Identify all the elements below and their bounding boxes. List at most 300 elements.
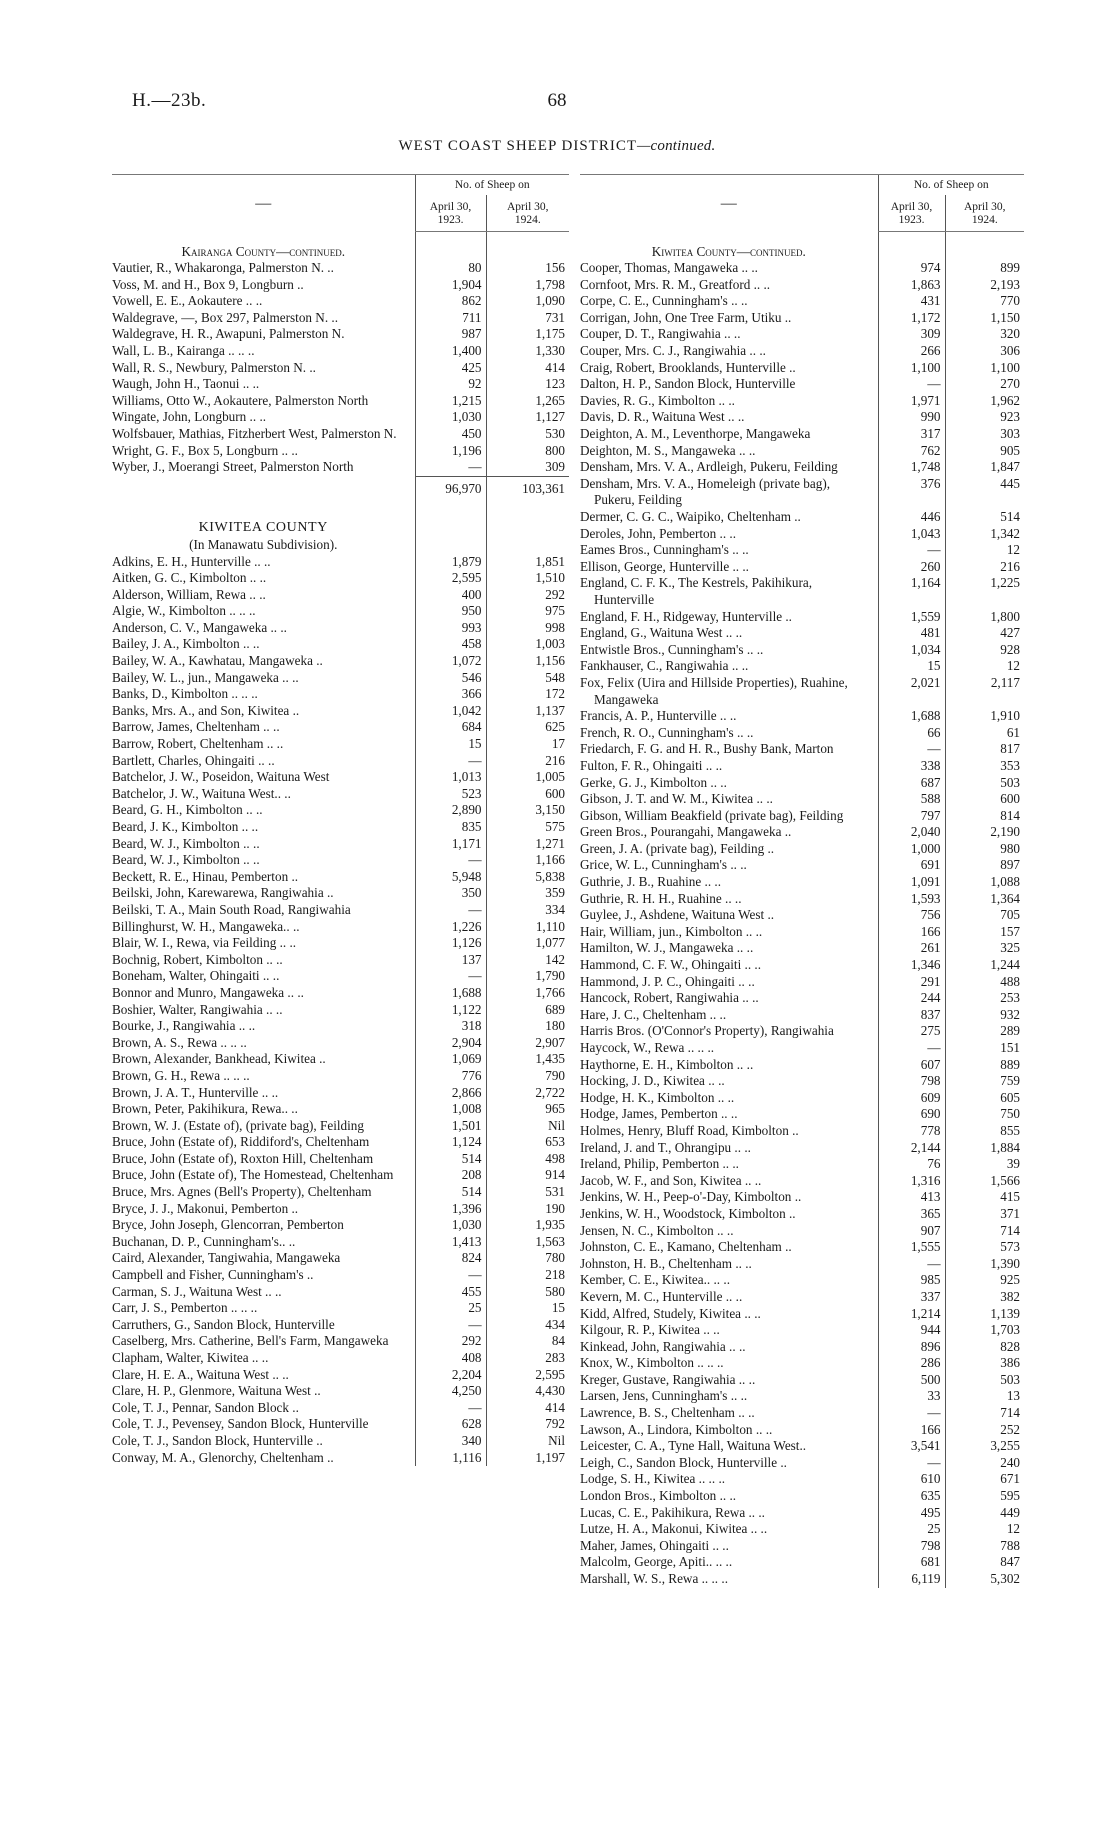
sheep-1923: 309 [878, 326, 945, 343]
section-gap [112, 498, 569, 520]
sheep-1923: 1,748 [878, 459, 945, 476]
owner-name: Ireland, J. and T., Ohrangipu .. .. [580, 1139, 751, 1155]
sheep-1924: 975 [486, 603, 569, 620]
sheep-1924: Nil [486, 1118, 569, 1135]
sheep-1923: — [415, 459, 486, 476]
sheep-1924: 531 [486, 1184, 569, 1201]
sheep-1924: 600 [486, 786, 569, 803]
owner-name: Caselberg, Mrs. Catherine, Bell's Farm, Mangaweka [112, 1333, 389, 1349]
sheep-1923: — [878, 376, 945, 393]
sheep-1923: — [415, 852, 486, 869]
owner-name: Clare, H. P., Glenmore, Waituna West .. [112, 1383, 321, 1399]
owner-name: Kinkead, John, Rangiwahia .. .. [580, 1338, 746, 1354]
owner-name: Wall, R. S., Newbury, Palmerston N. .. [112, 359, 316, 375]
sheep-1923: 985 [878, 1272, 945, 1289]
table-row [112, 376, 569, 393]
owner-name: Blair, W. I., Rewa, via Feilding .. .. [112, 935, 297, 951]
table-row [580, 1173, 1024, 1190]
sheep-1924: 714 [945, 1405, 1024, 1422]
owner-name: Guthrie, J. B., Ruahine .. .. [580, 874, 722, 890]
sheep-1923: 628 [415, 1416, 486, 1433]
section-title-kairanga-row [112, 232, 569, 261]
owner-name: Campbell and Fisher, Cunningham's .. [112, 1267, 314, 1283]
sheep-1924: 899 [945, 260, 1024, 277]
owner-name: Banks, Mrs. A., and Son, Kiwitea .. [112, 702, 300, 718]
table-row [580, 1040, 1024, 1057]
table-row [112, 968, 569, 985]
table-row [580, 409, 1024, 426]
owner-name: Clapham, Walter, Kiwitea .. .. [112, 1350, 269, 1365]
owner-name: Bailey, W. A., Kawhatau, Mangaweka .. [112, 653, 323, 669]
spacer-cell [486, 520, 569, 537]
table-row [112, 277, 569, 294]
sheep-1923: 1,069 [415, 1051, 486, 1068]
owner-name: Knox, W., Kimbolton .. .. .. [580, 1355, 724, 1371]
sheep-1924: 190 [486, 1201, 569, 1218]
sheep-1924: 157 [945, 924, 1024, 941]
sheep-1923: 4,250 [415, 1383, 486, 1400]
spacer-cell [415, 232, 486, 261]
sheep-1924: 1,884 [945, 1140, 1024, 1157]
table-row [580, 1488, 1024, 1505]
sheep-1923: 610 [878, 1471, 945, 1488]
sheep-1924: 828 [945, 1339, 1024, 1356]
owner-name: Deroles, John, Pemberton .. .. [580, 525, 737, 541]
sheep-1923: 338 [878, 758, 945, 775]
table-row [112, 885, 569, 902]
sheep-1923: 1,030 [415, 1217, 486, 1234]
sheep-1924: 965 [486, 1101, 569, 1118]
owner-name: Haycock, W., Rewa .. .. .. [580, 1040, 715, 1055]
table-row [580, 1505, 1024, 1522]
year-1924-header: April 30, 1924. [486, 195, 569, 232]
owner-name: England, C. F. K., The Kestrels, Pakihikura, Hunterville [580, 575, 813, 607]
sheep-1923: 974 [878, 260, 945, 277]
totals-row [112, 476, 569, 498]
sheep-1923: 92 [415, 376, 486, 393]
table-row [112, 819, 569, 836]
owner-name: Batchelor, J. W., Poseidon, Waituna West [112, 769, 330, 785]
sheep-1923: 2,204 [415, 1367, 486, 1384]
table-row [112, 343, 569, 360]
sheep-1924: 914 [486, 1167, 569, 1184]
owner-name: Lawrence, B. S., Cheltenham .. .. [580, 1405, 755, 1421]
sheep-1923: 2,021 [878, 675, 945, 708]
owner-name: Carruthers, G., Sandon Block, Hunterville [112, 1316, 335, 1332]
owner-name: Bruce, John (Estate of), Roxton Hill, Cheltenham [112, 1150, 374, 1166]
sheep-1924: 2,595 [486, 1367, 569, 1384]
sheep-1923: 292 [415, 1333, 486, 1350]
table-row [112, 1201, 569, 1218]
table-row [112, 1035, 569, 1052]
owner-name: Wyber, J., Moerangi Street, Palmerston North [112, 459, 354, 475]
table-row [112, 902, 569, 919]
table-row [112, 769, 569, 786]
sheep-1924: 13 [945, 1388, 1024, 1405]
sheep-1924: 780 [486, 1250, 569, 1267]
sheep-1923: — [415, 968, 486, 985]
owner-name: Entwistle Bros., Cunningham's .. .. [580, 641, 764, 657]
sheep-1923: 2,866 [415, 1085, 486, 1102]
sheep-1923: 1,863 [878, 277, 945, 294]
sheep-1923: 431 [878, 293, 945, 310]
sheep-1923: — [878, 1040, 945, 1057]
owner-name: Bruce, Mrs. Agnes (Bell's Property), Cheltenham [112, 1184, 372, 1200]
owner-name: Wingate, John, Longburn .. .. [112, 409, 267, 425]
owner-name: Jenkins, W. H., Woodstock, Kimbolton .. [580, 1205, 796, 1221]
table-row [112, 802, 569, 819]
sheep-1923: 25 [878, 1521, 945, 1538]
owner-name: Clare, H. E. A., Waituna West .. .. [112, 1366, 289, 1382]
owner-name: Banks, D., Kimbolton .. .. .. [112, 686, 258, 702]
sheep-1924: 1,566 [945, 1173, 1024, 1190]
kiwitea-rows [112, 498, 569, 1466]
sheep-1924: 1,150 [945, 310, 1024, 327]
sheep-1924: 240 [945, 1455, 1024, 1472]
owner-name: Hodge, James, Pemberton .. .. [580, 1106, 738, 1122]
sheep-1924: 427 [945, 625, 1024, 642]
sheep-1923: 166 [878, 924, 945, 941]
owner-name: London Bros., Kimbolton .. .. [580, 1488, 737, 1504]
owner-name: Eames Bros., Cunningham's .. .. [580, 542, 749, 558]
sheep-1923: 80 [415, 260, 486, 277]
table-row [112, 1068, 569, 1085]
sheep-1923: 1,413 [415, 1234, 486, 1251]
owner-name: Lawson, A., Lindora, Kimbolton .. .. [580, 1421, 773, 1437]
sheep-1924: 334 [486, 902, 569, 919]
sheep-1924: 1,088 [945, 874, 1024, 891]
table-row [580, 310, 1024, 327]
sheep-1923: 546 [415, 670, 486, 687]
sheep-1924: 1,005 [486, 769, 569, 786]
sheep-1923: 681 [878, 1554, 945, 1571]
table-row [580, 758, 1024, 775]
sheep-1923: 797 [878, 808, 945, 825]
table-row [580, 260, 1024, 277]
table-row [112, 686, 569, 703]
sheep-1923: 317 [878, 426, 945, 443]
sheep-1923: 1,091 [878, 874, 945, 891]
section-title-kiwitea-continued: Kiwitea County—continued. [651, 243, 806, 259]
sheep-1923: 514 [415, 1184, 486, 1201]
owner-name: Corrigan, John, One Tree Farm, Utiku .. [580, 309, 792, 325]
sheep-1924: 5,838 [486, 869, 569, 886]
sheep-1923: 1,555 [878, 1239, 945, 1256]
sheep-1924: 1,935 [486, 1217, 569, 1234]
owner-name: Bonnor and Munro, Mangaweka .. .. [112, 984, 304, 1000]
table-row [580, 824, 1024, 841]
sheep-1923: — [878, 741, 945, 758]
sheep-1923: — [878, 1256, 945, 1273]
owner-name: Malcolm, George, Apiti.. .. .. [580, 1554, 733, 1570]
table-row [112, 326, 569, 343]
sheep-1923: 291 [878, 974, 945, 991]
sheep-1923: 495 [878, 1505, 945, 1522]
owner-name: Dermer, C. G. C., Waipiko, Cheltenham .. [580, 509, 801, 524]
owner-name: Fankhauser, C., Rangiwahia .. .. [580, 658, 749, 674]
sheep-1923: 500 [878, 1372, 945, 1389]
table-row [580, 1471, 1024, 1488]
sheep-count-header: No. of Sheep on [415, 175, 569, 196]
sheep-1923: 400 [415, 587, 486, 604]
table-row [580, 874, 1024, 891]
table-row [580, 1521, 1024, 1538]
sheep-1924: 371 [945, 1206, 1024, 1223]
sheep-1923: 1,030 [415, 409, 486, 426]
owner-name: Maher, James, Ohingaiti .. .. [580, 1537, 729, 1553]
totals-label-cell [112, 476, 415, 498]
sheep-1923: 1,000 [878, 841, 945, 858]
page-number: 68 [547, 90, 567, 111]
sheep-1924: 1,790 [486, 968, 569, 985]
sheep-1923: 711 [415, 310, 486, 327]
sheep-1923: 635 [878, 1488, 945, 1505]
sheep-1924: 653 [486, 1134, 569, 1151]
owner-name: Leicester, C. A., Tyne Hall, Waituna West.. [580, 1438, 807, 1454]
sheep-1923: 481 [878, 625, 945, 642]
table-row [580, 658, 1024, 675]
owner-name: Waldegrave, —, Box 297, Palmerston N. .. [112, 309, 339, 325]
table-row [580, 1405, 1024, 1422]
sheep-1924: 759 [945, 1073, 1024, 1090]
owner-name: Corpe, C. E., Cunningham's .. .. [580, 293, 748, 309]
sheep-1924: 714 [945, 1223, 1024, 1240]
sheep-1924: 2,907 [486, 1035, 569, 1052]
continued-label: —continued. [637, 138, 716, 154]
sheep-1923: 950 [415, 603, 486, 620]
table-row [580, 1223, 1024, 1240]
sheep-1923: 76 [878, 1156, 945, 1173]
owner-name: Ireland, Philip, Pemberton .. .. [580, 1156, 739, 1172]
right-column [580, 174, 1024, 1588]
sheep-1924: 12 [945, 542, 1024, 559]
sheep-1924: 414 [486, 360, 569, 377]
owner-name: Hammond, J. P. C., Ohingaiti .. .. [580, 973, 755, 989]
owner-name: Anderson, C. V., Mangaweka .. .. [112, 619, 287, 635]
sheep-1923: 340 [415, 1433, 486, 1450]
owner-name: Cooper, Thomas, Mangaweka .. .. [580, 260, 758, 276]
owner-name: Holmes, Henry, Bluff Road, Kimbolton .. [580, 1122, 799, 1138]
owner-name: Leigh, C., Sandon Block, Hunterville .. [580, 1454, 787, 1470]
table-row [580, 1554, 1024, 1571]
sheep-1923: 993 [415, 620, 486, 637]
owner-name: Waldegrave, H. R., Awapuni, Palmerston N. [112, 326, 345, 342]
sheep-1924: 156 [486, 260, 569, 277]
sheep-1924: 847 [945, 1554, 1024, 1571]
sheep-1924: 1,100 [945, 360, 1024, 377]
sheep-1923: 609 [878, 1090, 945, 1107]
table-row [112, 935, 569, 952]
owner-name: Beckett, R. E., Hinau, Pemberton .. [112, 868, 299, 884]
owner-name: Jensen, N. C., Kimbolton .. .. [580, 1222, 734, 1238]
owner-name: Kilgour, R. P., Kiwitea .. .. [580, 1322, 720, 1338]
owner-name: Cole, T. J., Sandon Block, Hunterville .. [112, 1432, 323, 1448]
sheep-1924: 1,139 [945, 1306, 1024, 1323]
sheep-1923: 1,396 [415, 1201, 486, 1218]
table-row [580, 526, 1024, 543]
sheep-1923: — [878, 1405, 945, 1422]
sheep-1923: 455 [415, 1284, 486, 1301]
sheep-1924: 4,430 [486, 1383, 569, 1400]
owner-name: Kreger, Gustave, Rangiwahia .. .. [580, 1371, 756, 1387]
table-row [112, 1184, 569, 1201]
table-row [112, 1433, 569, 1450]
owner-name: Bartlett, Charles, Ohingaiti .. .. [112, 752, 275, 768]
sheep-1924: 530 [486, 426, 569, 443]
sheep-1924: 498 [486, 1151, 569, 1168]
sheep-1923: 365 [878, 1206, 945, 1223]
sheep-1923: 987 [415, 326, 486, 343]
owner-name: Francis, A. P., Hunterville .. .. [580, 708, 737, 724]
sheep-1924: 415 [945, 1189, 1024, 1206]
table-row [580, 808, 1024, 825]
table-row [580, 891, 1024, 908]
table-row [112, 985, 569, 1002]
table-row [580, 841, 1024, 858]
sheep-1923: 66 [878, 725, 945, 742]
sheep-1923: 690 [878, 1106, 945, 1123]
owner-name: Hair, William, jun., Kimbolton .. .. [580, 923, 763, 939]
sheep-1924: 12 [945, 1521, 1024, 1538]
total-1923: 96,970 [415, 476, 486, 498]
table-row [112, 1134, 569, 1151]
sheep-1923: 1,688 [415, 985, 486, 1002]
owner-name: Conway, M. A., Glenorchy, Cheltenham .. [112, 1449, 334, 1465]
sheep-1923: 691 [878, 857, 945, 874]
owner-name: Brown, A. S., Rewa .. .. .. [112, 1034, 247, 1050]
owner-name: Davies, R. G., Kimbolton .. .. [580, 392, 735, 408]
owner-name: Jacob, W. F., and Son, Kiwitea .. .. [580, 1172, 762, 1188]
sheep-1924: 15 [486, 1300, 569, 1317]
section-title-kairanga: Kairanga County—continued. [181, 243, 346, 259]
right-sheep-table [580, 174, 1024, 1588]
owner-name: Dalton, H. P., Sandon Block, Hunterville [580, 376, 796, 392]
section-title-kiwitea-row [112, 520, 569, 537]
owner-name: Hancock, Robert, Rangiwahia .. .. [580, 990, 759, 1006]
spacer-cell [415, 520, 486, 537]
sheep-1923: 1,124 [415, 1134, 486, 1151]
table-row [580, 1123, 1024, 1140]
sheep-1924: 172 [486, 686, 569, 703]
table-row [112, 1300, 569, 1317]
owner-name: Densham, Mrs. V. A., Ardleigh, Pukeru, Feilding [580, 459, 838, 475]
sheep-1924: 2,193 [945, 277, 1024, 294]
sheep-1923: 824 [415, 1250, 486, 1267]
sheep-1924: 750 [945, 1106, 1024, 1123]
sheep-1924: 449 [945, 1505, 1024, 1522]
sheep-1923: 1,164 [878, 575, 945, 608]
sheep-1924: 17 [486, 736, 569, 753]
owner-name: Fulton, F. R., Ohingaiti .. .. [580, 757, 723, 773]
owner-name: Friedarch, F. G. and H. R., Bushy Bank, Marton [580, 741, 834, 757]
table-row [580, 1438, 1024, 1455]
sheep-1923: 523 [415, 786, 486, 803]
table-row [580, 1140, 1024, 1157]
sheep-1924: 353 [945, 758, 1024, 775]
sheep-1923: 778 [878, 1123, 945, 1140]
table-row [112, 459, 569, 476]
sheep-1924: 855 [945, 1123, 1024, 1140]
owner-name: Densham, Mrs. V. A., Homeleigh (private bag), Pukeru, Feilding [580, 475, 831, 508]
owner-name: Bruce, John (Estate of), Riddiford's, Cheltenham [112, 1134, 370, 1150]
table-row [580, 725, 1024, 742]
sheep-1923: 2,904 [415, 1035, 486, 1052]
sheep-1923: 366 [415, 686, 486, 703]
table-row [112, 1051, 569, 1068]
sheep-1924: 503 [945, 1372, 1024, 1389]
sheep-1924: 573 [945, 1239, 1024, 1256]
owner-name: Cole, T. J., Pennar, Sandon Block .. [112, 1399, 299, 1415]
owner-name: Boshier, Walter, Rangiwahia .. .. [112, 1001, 283, 1017]
owner-name: Carman, S. J., Waituna West .. .. [112, 1283, 282, 1299]
owner-name: Fox, Felix (Uira and Hillside Properties), Ruahine, Mangaweka [580, 674, 848, 707]
sheep-1924: 3,150 [486, 802, 569, 819]
sheep-1923: 1,171 [415, 836, 486, 853]
table-row [112, 1367, 569, 1384]
sheep-1924: 1,197 [486, 1450, 569, 1467]
sheep-1924: 414 [486, 1400, 569, 1417]
sheep-1924: 1,110 [486, 919, 569, 936]
sheep-1923: 15 [878, 658, 945, 675]
table-row [112, 1350, 569, 1367]
sheep-1923: 376 [878, 476, 945, 509]
owner-name: Jenkins, W. H., Peep-o'-Day, Kimbolton .. [580, 1189, 802, 1205]
owner-name: Lodge, S. H., Kiwitea .. .. .. [580, 1471, 726, 1487]
sheep-1923: 5,948 [415, 869, 486, 886]
owner-name: Batchelor, J. W., Waituna West.. .. [112, 785, 291, 801]
table-row [580, 1023, 1024, 1040]
owner-name: Bruce, John (Estate of), The Homestead, Cheltenham [112, 1167, 394, 1183]
sheep-1924: 817 [945, 741, 1024, 758]
table-row [112, 1167, 569, 1184]
sheep-1924: 1,166 [486, 852, 569, 869]
sheep-1924: 253 [945, 990, 1024, 1007]
table-row [112, 1267, 569, 1284]
sheep-1923: 1,122 [415, 1002, 486, 1019]
table-row [112, 1383, 569, 1400]
table-row [580, 1007, 1024, 1024]
sheep-1923: 2,144 [878, 1140, 945, 1157]
table-row [580, 575, 1024, 608]
sheep-1924: 445 [945, 476, 1024, 509]
sheep-1923: 275 [878, 1023, 945, 1040]
table-row [112, 852, 569, 869]
table-row [112, 554, 569, 571]
table-row [112, 1250, 569, 1267]
sheep-1923: 208 [415, 1167, 486, 1184]
table-row [112, 1018, 569, 1035]
sheep-1924: 1,156 [486, 653, 569, 670]
sheep-1924: 306 [945, 343, 1024, 360]
sheep-1924: 705 [945, 907, 1024, 924]
sheep-1924: 605 [945, 1090, 1024, 1107]
owner-name: Gerke, G. J., Kimbolton .. .. [580, 774, 727, 790]
sheep-1923: 318 [415, 1018, 486, 1035]
table-row [580, 857, 1024, 874]
owner-name: Wall, L. B., Kairanga .. .. .. [112, 343, 255, 359]
table-row [112, 1416, 569, 1433]
section-subtitle-kiwitea: (In Manawatu Subdivision). [189, 536, 338, 552]
sheep-1923: 1,043 [878, 526, 945, 543]
sheep-1923: — [878, 1455, 945, 1472]
sheep-1924: 925 [945, 1272, 1024, 1289]
sheep-1923: 166 [878, 1422, 945, 1439]
sheep-1923: — [878, 542, 945, 559]
table-row [580, 1388, 1024, 1405]
owner-name: Cole, T. J., Pevensey, Sandon Block, Hunterville [112, 1416, 369, 1432]
table-row [112, 1333, 569, 1350]
owner-name: Craig, Robert, Brooklands, Hunterville .. [580, 359, 796, 375]
